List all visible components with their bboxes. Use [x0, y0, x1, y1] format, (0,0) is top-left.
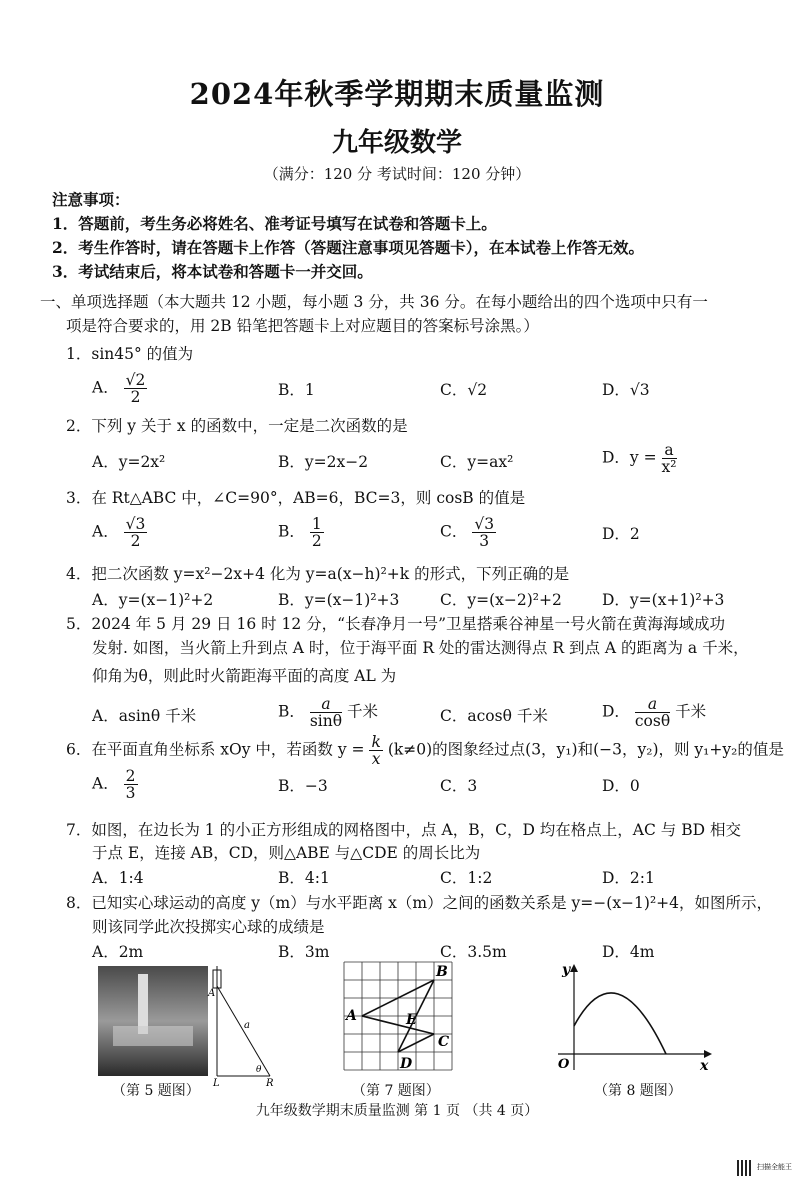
y-axis-arrow: [570, 964, 578, 972]
q1-option-b: B．1: [278, 381, 315, 399]
score-line: （满分：120 分 考试时间：120 分钟）: [263, 165, 531, 183]
option-label: A．: [92, 522, 119, 541]
option-label: B．: [278, 702, 305, 721]
q1-option-c: C．√2: [440, 381, 488, 399]
q6-option-d: D．0: [602, 777, 640, 795]
figure-5-caption: （第 5 题图）: [112, 1083, 200, 1099]
q5-option-b: [278, 696, 378, 729]
label-a: a: [244, 1020, 250, 1031]
option-label: D．: [602, 702, 630, 721]
figure-8-caption: （第 8 题图）: [594, 1083, 682, 1099]
figure-7-caption: （第 7 题图）: [352, 1083, 440, 1099]
figure-8: [554, 958, 724, 1078]
notes-heading: 注意事项：: [52, 190, 130, 209]
label-y: y: [562, 962, 571, 978]
q7-option-c: C．1:2: [440, 869, 493, 887]
q6-stem-pre: 6．在平面直角坐标系 xOy 中，若函数 y =: [66, 740, 365, 759]
q8-option-d: D．4m: [602, 943, 655, 961]
q3-option-a: [92, 516, 147, 549]
option-label: A．: [92, 378, 119, 397]
figure-8-graph: [554, 958, 724, 1078]
section-heading-line1: 一、单项选择题（本大题共 12 小题，每小题 3 分，共 36 分。在每小题给出的四个选项中只有一: [40, 293, 708, 311]
q2-stem: 2．下列 y 关于 x 的函数中，一定是二次函数的是: [66, 417, 408, 435]
q7-option-a: A．1:4: [92, 869, 144, 887]
q4-option-b: B．y=(x−1)²+3: [278, 591, 400, 609]
option-label: A．: [92, 774, 119, 793]
section-heading-line2: 项是符合要求的，用 2B 铅笔把答题卡上对应题目的答案标号涂黑。）: [66, 317, 539, 335]
rocket-body: [138, 974, 148, 1034]
q5-option-d: [602, 696, 706, 729]
exam-subtitle: 九年级数学: [331, 128, 462, 158]
figure-7-grid: [340, 958, 470, 1078]
q6-stem: [66, 734, 784, 767]
denominator: x: [371, 750, 381, 768]
numerator: a: [635, 696, 670, 713]
q8-option-a: A．2m: [92, 943, 144, 961]
q3-stem: 3．在 Rt△ABC 中，∠C=90°，AB=6，BC=3，则 cosB 的值是: [66, 489, 526, 507]
denominator: 2: [311, 532, 322, 550]
q8-stem-line1: 8．已知实心球运动的高度 y（m）与水平距离 x（m）之间的函数关系是 y=−(x−1)²+4，如图所示，: [66, 894, 773, 912]
q1-option-a: [92, 372, 147, 405]
q8-option-c: C．3.5m: [440, 943, 507, 961]
q5-option-c: C．acosθ 千米: [440, 707, 548, 725]
fraction: [310, 516, 324, 549]
note-item: 3．考试结束后，将本试卷和答题卡一并交回。: [52, 262, 373, 281]
label-theta: θ: [256, 1065, 262, 1075]
numerator: √3: [474, 515, 495, 533]
slant-line: [217, 986, 270, 1076]
rocket-photo: [98, 966, 208, 1076]
smoke-cloud: [113, 1026, 193, 1046]
unit: 千米: [347, 702, 379, 721]
label-D: D: [400, 1056, 413, 1072]
denominator: 3: [125, 784, 136, 802]
numerator: a: [662, 442, 677, 459]
label-E: E: [406, 1012, 417, 1028]
fraction: [662, 442, 677, 475]
denominator: cosθ: [634, 712, 671, 730]
q8-option-b: B．3m: [278, 943, 330, 961]
fraction: [124, 516, 148, 549]
q6-option-a: [92, 768, 138, 801]
q1-option-d: D．√3: [602, 381, 650, 399]
q2-option-d: [602, 442, 677, 475]
q1-stem: 1．sin45° 的值为: [66, 345, 194, 363]
denominator: sinθ: [309, 712, 343, 730]
numerator: 2: [125, 767, 136, 785]
numerator: k: [371, 733, 381, 751]
q8-stem-line2: 则该同学此次投掷实心球的成绩是: [92, 918, 325, 936]
q7-stem-line1: 7．如图，在边长为 1 的小正方形组成的网格图中，点 A，B，C，D 均在格点上，AC 与 BD 相交: [66, 821, 741, 839]
option-label: C．: [440, 522, 468, 541]
q6-option-b: B．−3: [278, 777, 328, 795]
q5-option-a: A．asinθ 千米: [92, 707, 197, 725]
numerator: a: [310, 696, 342, 713]
label-C: C: [438, 1034, 450, 1050]
q4-option-c: C．y=(x−2)²+2: [440, 591, 562, 609]
q4-stem: 4．把二次函数 y=x²−2x+4 化为 y=a(x−h)²+k 的形式，下列正确的是: [66, 565, 570, 583]
fraction: [310, 696, 342, 729]
q5-stem-line1: 5．2024 年 5 月 29 日 16 时 12 分，“长春净月一号”卫星搭乘谷神星一号火箭在黄海海域成功: [66, 615, 726, 633]
fraction: [124, 372, 148, 405]
option-label: B．: [278, 522, 305, 541]
label-L: L: [213, 1078, 220, 1086]
q3-option-b: [278, 516, 324, 549]
numerator: 1: [311, 515, 322, 533]
page-footer: 九年级数学期末质量监测 第 1 页 （共 4 页）: [255, 1103, 539, 1119]
numerator: √3: [125, 515, 146, 533]
exam-title: 2024年秋季学期期末质量监测: [189, 77, 605, 111]
parabola-curve: [574, 993, 666, 1054]
q2-option-c: C．y=ax²: [440, 453, 514, 471]
numerator: √2: [125, 371, 146, 389]
label-A: A: [346, 1008, 357, 1024]
scanner-watermark: 扫描全能王: [757, 1163, 792, 1171]
figure-7: [340, 958, 470, 1078]
option-label: D．y =: [602, 448, 657, 467]
denominator: 2: [130, 532, 141, 550]
note-item: 2．考生作答时，请在答题卡上作答（答题注意事项见答题卡），在本试卷上作答无效。: [52, 238, 645, 257]
figure-5: [98, 966, 288, 1086]
figure-5-drawing: [98, 966, 288, 1086]
q6-stem-post: (k≠0)的图象经过点(3，y₁)和(−3，y₂)，则 y₁+y₂的值是: [387, 740, 784, 759]
label-B: B: [436, 964, 448, 980]
fraction: [124, 768, 138, 801]
q3-option-d: D．2: [602, 525, 640, 543]
denominator: 2: [130, 388, 141, 406]
q3-option-c: [440, 516, 496, 549]
fraction: [635, 696, 670, 729]
q2-option-b: B．y=2x−2: [278, 453, 369, 471]
x-axis-arrow: [704, 1050, 712, 1058]
q6-option-c: C．3: [440, 777, 478, 795]
q4-option-d: D．y=(x+1)²+3: [602, 591, 725, 609]
fraction: [472, 516, 496, 549]
note-item: 1．答题前，考生务必将姓名、准考证号填写在试卷和答题卡上。: [52, 214, 497, 233]
label-R: R: [266, 1078, 274, 1086]
q4-option-a: A．y=(x−1)²+2: [92, 591, 214, 609]
denominator: 3: [479, 532, 490, 550]
fraction: [369, 734, 382, 767]
label-x: x: [700, 1058, 709, 1074]
denominator: x²: [661, 458, 677, 476]
label-O: O: [558, 1057, 570, 1072]
label-A: A: [208, 988, 216, 999]
q5-stem-line2: 发射. 如图，当火箭上升到点 A 时，位于海平面 R 处的雷达测得点 R 到点 A 的距离为 a 千米，: [92, 639, 749, 657]
q2-option-a: A．y=2x²: [92, 453, 166, 471]
qr-code-icon: [737, 1160, 753, 1176]
q7-stem-line2: 于点 E，连接 AB，CD，则△ABE 与△CDE 的周长比为: [92, 844, 481, 862]
unit: 千米: [675, 702, 707, 721]
q5-stem-line3: 仰角为θ，则此时火箭距海平面的高度 AL 为: [92, 667, 397, 685]
q7-option-b: B．4:1: [278, 869, 330, 887]
q7-option-d: D．2:1: [602, 869, 655, 887]
